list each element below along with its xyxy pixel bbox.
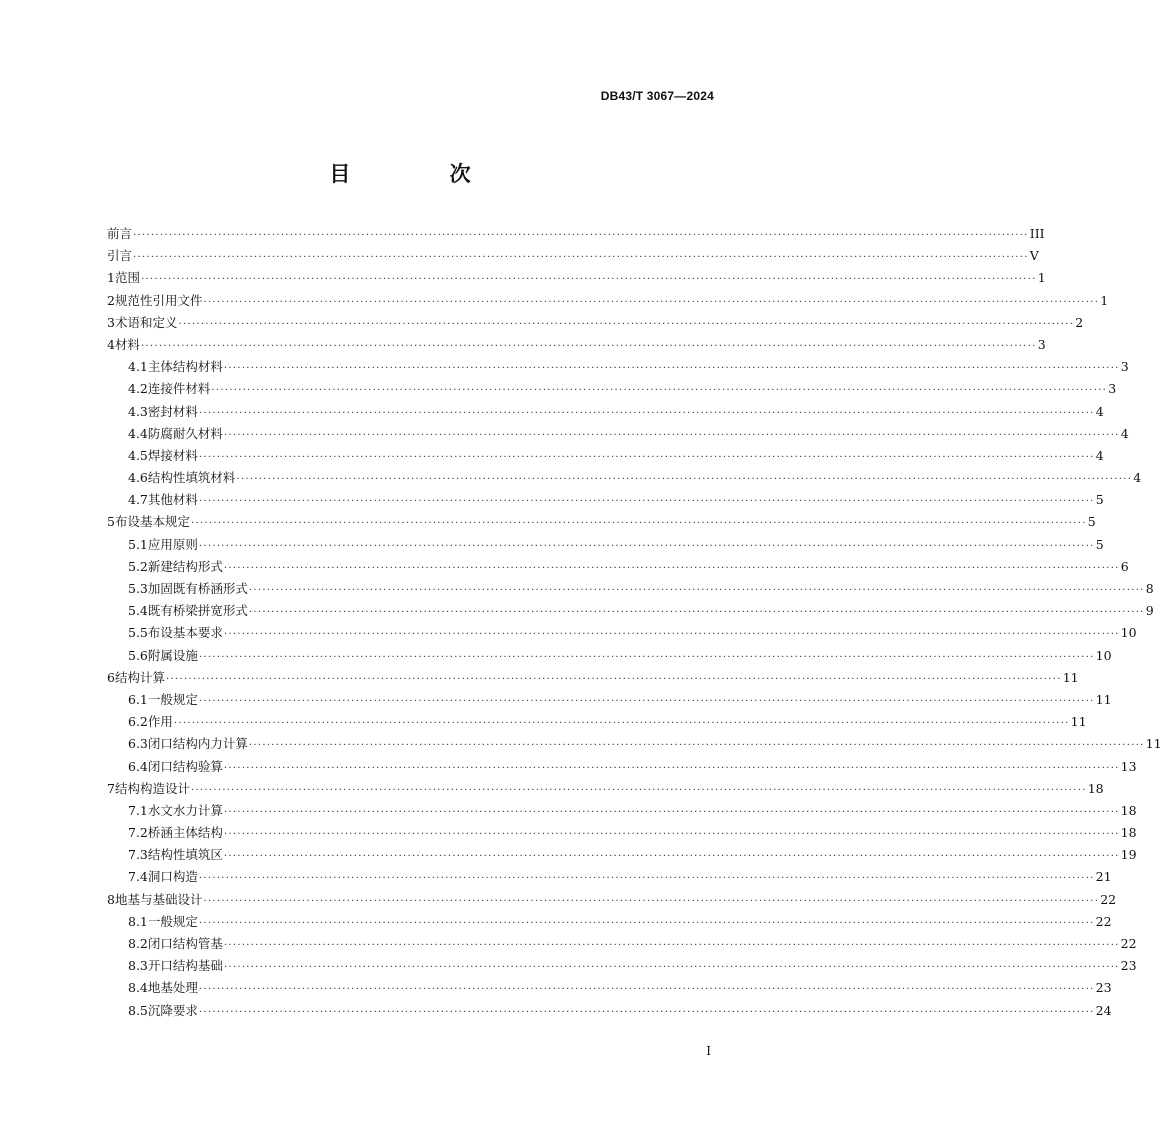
toc-entry-label: 闭口结构管基 — [147, 936, 223, 951]
toc-entry-number: 4.1 — [128, 359, 148, 375]
dot-leader: ········································································································································································································ — [211, 385, 1108, 397]
toc-entry-page: 18 — [1087, 780, 1104, 796]
dot-leader: ········································································································································································································ — [203, 895, 1100, 907]
toc-entry-page: 22 — [1095, 913, 1112, 929]
toc-entry[interactable] — [107, 646, 1112, 668]
toc-entry-label: 防腐耐久材料 — [147, 425, 223, 441]
toc-entry-number: 4.7 — [128, 492, 148, 508]
toc-entry-label: 布设基本要求 — [147, 625, 223, 641]
toc-entry-number: 8.1 — [128, 913, 148, 929]
toc-entry-label: 布设基本规定 — [114, 514, 190, 530]
dot-leader: ········································································································································································································ — [223, 962, 1120, 974]
dot-leader: ········································································································································································································ — [223, 363, 1120, 375]
dot-leader: ········································································································································································································ — [198, 917, 1095, 929]
dot-leader: ········································································································································································································ — [198, 651, 1095, 663]
toc-entry-page: 11 — [1070, 714, 1087, 730]
toc-entry-label: 连接件材料 — [147, 381, 211, 397]
dot-leader: ········································································································································································································ — [248, 585, 1145, 596]
toc-entry[interactable] — [107, 845, 1137, 867]
toc-entry-page: 18 — [1120, 825, 1137, 841]
table-of-contents — [107, 224, 1162, 1023]
toc-entry-number: 4.6 — [128, 470, 148, 486]
toc-entry-label: 既有桥梁拼宽形式 — [147, 603, 248, 619]
toc-entry-page: 18 — [1120, 802, 1137, 818]
toc-entry-label: 闭口结构内力计算 — [147, 736, 248, 752]
dot-leader: ········································································································································································································ — [133, 230, 1029, 241]
dot-leader: ········································································································································································································ — [223, 762, 1120, 774]
toc-entry-page: V — [1029, 248, 1039, 264]
toc-entry[interactable] — [107, 623, 1137, 645]
toc-entry[interactable] — [107, 357, 1129, 379]
toc-entry-number: 8 — [107, 891, 115, 907]
toc-entry-page: 23 — [1120, 958, 1137, 974]
toc-entry[interactable] — [107, 335, 1046, 357]
toc-entry-page: 4 — [1133, 470, 1142, 486]
toc-entry-number: 4.5 — [128, 447, 148, 463]
toc-entry-number: 6.2 — [128, 714, 148, 730]
toc-entry-page: 10 — [1120, 625, 1137, 641]
document-code: DB43/T 3067—2024 — [600, 89, 714, 103]
dot-leader: ········································································································································································································ — [198, 873, 1095, 885]
toc-entry-page: 1 — [1037, 270, 1046, 286]
toc-entry-number: 6.1 — [128, 691, 148, 707]
toc-entry-page: III — [1029, 226, 1045, 241]
dot-leader: ········································································································································································································ — [198, 496, 1095, 508]
toc-entry[interactable] — [107, 291, 1109, 313]
dot-leader: ········································································································································································································ — [140, 340, 1037, 352]
toc-entry[interactable] — [107, 557, 1129, 579]
toc-entry-label: 作用 — [147, 714, 173, 730]
toc-entry-page: 5 — [1087, 514, 1096, 530]
dot-leader: ········································································································································································································ — [223, 429, 1120, 441]
dot-leader: ········································································································································································································ — [173, 718, 1070, 730]
toc-entry[interactable] — [107, 956, 1137, 978]
toc-entry-number: 7.2 — [128, 825, 148, 841]
dot-leader: ········································································································································································································ — [198, 695, 1095, 707]
toc-entry-page: 10 — [1095, 647, 1112, 663]
toc-entry[interactable] — [107, 823, 1137, 845]
toc-entry-page: 21 — [1095, 869, 1112, 885]
toc-entry-label: 结构计算 — [114, 669, 165, 685]
toc-entry-page: 4 — [1120, 425, 1129, 441]
toc-entry[interactable] — [107, 379, 1117, 401]
toc-entry[interactable] — [107, 490, 1104, 512]
toc-entry-number: 4.3 — [128, 403, 148, 419]
toc-entry-page: 3 — [1108, 381, 1117, 397]
toc-entry-label: 规范性引用文件 — [114, 292, 203, 308]
toc-entry-page: 5 — [1095, 536, 1104, 552]
toc-entry-label: 附属设施 — [147, 647, 198, 663]
dot-leader: ········································································································································································································ — [223, 629, 1120, 641]
dot-leader: ········································································································································································································ — [223, 851, 1120, 863]
toc-entry-number: 7.1 — [128, 802, 148, 818]
toc-entry-page: 2 — [1075, 314, 1084, 330]
toc-entry-label: 密封材料 — [147, 403, 198, 419]
toc-entry-page: 13 — [1120, 758, 1137, 774]
toc-entry-label: 地基处理 — [147, 980, 198, 996]
toc-entry-number: 8.2 — [128, 936, 148, 951]
dot-leader: ········································································································································································································ — [223, 806, 1120, 818]
dot-leader: ········································································································································································································ — [190, 518, 1087, 530]
toc-entry-number: 5.2 — [128, 558, 148, 574]
toc-entry-number: 4.4 — [128, 425, 148, 441]
dot-leader: ········································································································································································································ — [198, 1006, 1095, 1018]
toc-entry-number: 7.3 — [128, 847, 148, 863]
toc-entry-label: 闭口结构验算 — [147, 758, 223, 774]
toc-entry-label: 结构性填筑材料 — [147, 470, 236, 486]
toc-entry-label: 地基与基础设计 — [114, 891, 203, 907]
toc-entry-label: 结构性填筑区 — [147, 847, 223, 863]
toc-entry-label: 主体结构材料 — [147, 359, 223, 375]
toc-entry-number: 6.4 — [128, 758, 148, 774]
toc-entry-number: 8.3 — [128, 958, 148, 974]
toc-entry[interactable] — [107, 712, 1087, 734]
page-number: I — [706, 1044, 711, 1058]
toc-entry-number: 5.3 — [128, 581, 148, 596]
toc-entry[interactable] — [107, 424, 1129, 446]
toc-entry-page: 8 — [1145, 581, 1154, 596]
toc-entry-label: 开口结构基础 — [147, 958, 223, 974]
dot-leader: ········································································································································································································ — [165, 673, 1062, 685]
toc-entry-page: 6 — [1120, 558, 1129, 574]
dot-leader: ········································································································································································································ — [178, 318, 1075, 330]
dot-leader: ········································································································································································································ — [248, 607, 1145, 619]
toc-entry-page: 4 — [1095, 403, 1104, 419]
toc-entry[interactable] — [107, 579, 1154, 601]
toc-entry[interactable] — [107, 246, 1039, 268]
dot-leader: ········································································································································································································ — [203, 296, 1100, 308]
dot-leader: ········································································································································································································ — [198, 451, 1095, 463]
toc-entry-number: 4 — [107, 336, 115, 352]
toc-entry-page: 9 — [1145, 603, 1154, 619]
dot-leader: ········································································································································································································ — [236, 474, 1133, 486]
toc-entry[interactable] — [107, 890, 1117, 912]
toc-entry-label: 洞口构造 — [147, 869, 198, 885]
toc-entry-label: 桥涵主体结构 — [147, 825, 223, 841]
dot-leader: ········································································································································································································ — [140, 274, 1037, 286]
toc-entry-page: 19 — [1120, 847, 1137, 863]
dot-leader: ········································································································································································································ — [198, 540, 1095, 552]
toc-entry-label: 加固既有桥涵形式 — [147, 581, 248, 596]
toc-entry-number: 8.4 — [128, 980, 148, 996]
toc-entry-page: 5 — [1095, 492, 1104, 508]
toc-entry[interactable] — [107, 1001, 1112, 1023]
toc-entry-page: 4 — [1095, 447, 1104, 463]
toc-entry-number: 3 — [107, 314, 115, 330]
toc-entry[interactable] — [107, 757, 1137, 779]
toc-entry-page: 22 — [1120, 936, 1137, 951]
toc-entry-number: 5.6 — [128, 647, 148, 663]
toc-entry-label: 材料 — [114, 336, 140, 352]
toc-entry-label: 前言 — [107, 226, 133, 241]
dot-leader: ········································································································································································································ — [133, 252, 1029, 264]
dot-leader: ········································································································································································································ — [223, 562, 1120, 574]
toc-entry-number: 6 — [107, 669, 115, 685]
toc-entry-label: 术语和定义 — [114, 314, 178, 330]
toc-entry[interactable] — [107, 934, 1137, 956]
toc-entry[interactable] — [107, 668, 1079, 690]
toc-entry[interactable] — [107, 801, 1137, 823]
toc-entry-number: 5.1 — [128, 536, 148, 552]
toc-entry-number: 7 — [107, 780, 115, 796]
toc-entry-label: 其他材料 — [147, 492, 198, 508]
toc-entry-number: 7.4 — [128, 869, 148, 885]
toc-entry[interactable] — [107, 978, 1112, 1000]
toc-entry-page: 3 — [1037, 336, 1046, 352]
toc-entry-page: 11 — [1145, 736, 1162, 752]
toc-entry-number: 6.3 — [128, 736, 148, 752]
dot-leader: ········································································································································································································ — [223, 829, 1120, 841]
toc-entry-label: 沉降要求 — [147, 1002, 198, 1018]
dot-leader: ········································································································································································································ — [223, 940, 1120, 951]
toc-entry[interactable] — [107, 734, 1162, 756]
toc-entry-label: 水文水力计算 — [147, 802, 223, 818]
toc-entry-label: 新建结构形式 — [147, 558, 223, 574]
toc-entry-page: 22 — [1100, 891, 1117, 907]
dot-leader: ········································································································································································································ — [248, 740, 1145, 752]
toc-entry[interactable] — [107, 224, 1045, 246]
toc-entry[interactable] — [107, 690, 1112, 712]
toc-entry-page: 23 — [1095, 980, 1112, 996]
toc-entry-number: 5.5 — [128, 625, 148, 641]
toc-entry[interactable] — [107, 779, 1104, 801]
toc-entry-page: 3 — [1120, 359, 1129, 375]
toc-entry-label: 焊接材料 — [147, 447, 198, 463]
toc-entry-label: 一般规定 — [147, 691, 198, 707]
dot-leader: ········································································································································································································ — [190, 784, 1087, 796]
toc-entry-number: 4.2 — [128, 381, 148, 397]
toc-entry[interactable] — [107, 512, 1096, 534]
toc-entry-page: 11 — [1062, 669, 1079, 685]
toc-entry[interactable] — [107, 313, 1084, 335]
toc-entry-number: 8.5 — [128, 1002, 148, 1018]
dot-leader: ········································································································································································································ — [198, 407, 1095, 419]
toc-entry-label: 结构构造设计 — [114, 780, 190, 796]
toc-entry-number: 5.4 — [128, 603, 148, 619]
page-title: 目 次 — [329, 162, 517, 186]
toc-entry-page: 1 — [1100, 292, 1109, 308]
toc-entry[interactable] — [107, 402, 1104, 424]
toc-entry-number: 2 — [107, 292, 115, 308]
toc-entry-label: 应用原则 — [147, 536, 198, 552]
toc-entry-label: 一般规定 — [147, 913, 198, 929]
toc-entry-label: 引言 — [107, 248, 133, 264]
toc-entry[interactable] — [107, 867, 1112, 889]
dot-leader: ········································································································································································································ — [198, 984, 1095, 996]
toc-entry[interactable] — [107, 535, 1104, 557]
toc-entry-number: 5 — [107, 514, 115, 530]
toc-entry-page: 24 — [1095, 1002, 1112, 1018]
toc-entry[interactable] — [107, 912, 1112, 934]
toc-entry[interactable] — [107, 446, 1104, 468]
toc-entry-page: 11 — [1095, 691, 1112, 707]
toc-entry[interactable] — [107, 601, 1154, 623]
toc-entry-label: 范围 — [114, 270, 140, 286]
toc-entry[interactable] — [107, 268, 1046, 290]
toc-entry-number: 1 — [107, 270, 115, 286]
toc-entry[interactable] — [107, 468, 1142, 490]
